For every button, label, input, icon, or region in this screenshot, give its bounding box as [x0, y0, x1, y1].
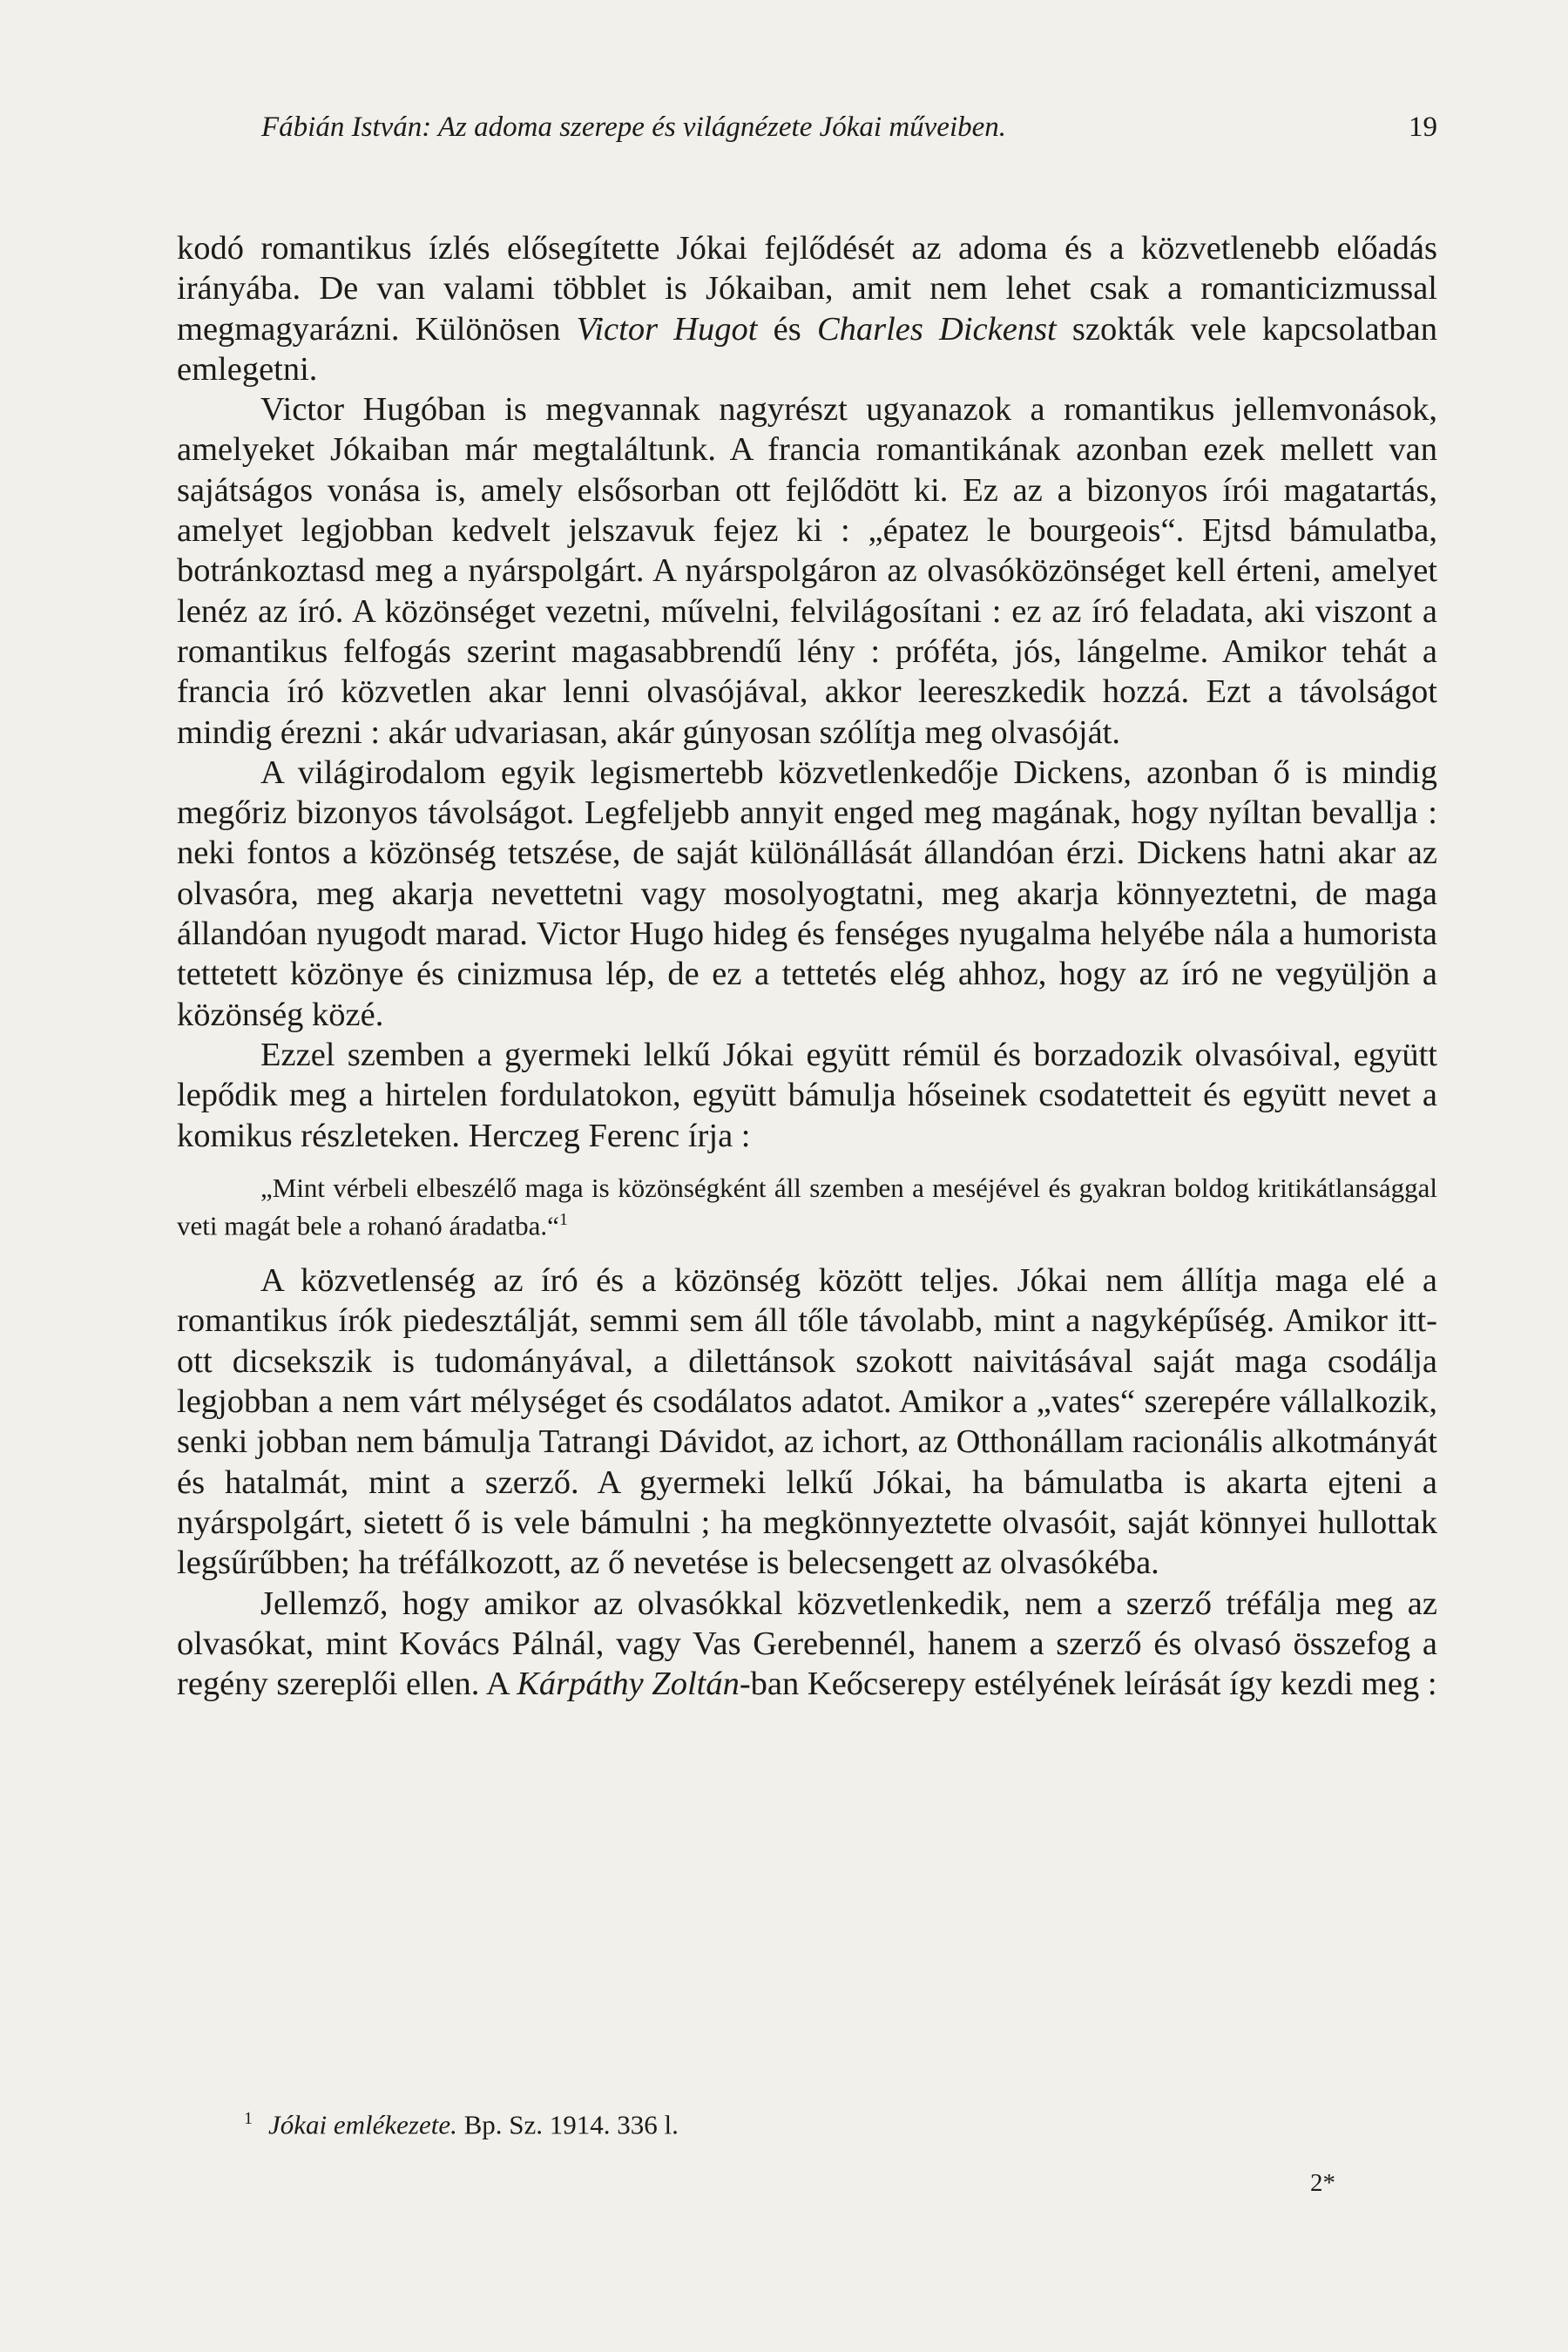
- paragraph-6: [177, 1584, 1437, 1705]
- footnote-title: Jókai emlékezete.: [268, 2109, 457, 2140]
- page-number: 19: [1409, 112, 1437, 143]
- text-run: Jellemző, hogy amikor az olvasókkal közvetlenkedik, nem a szerző tréfálja meg az olvasókat, mint Kovács Pálnál, vagy Vas Gerebennél, hanem a szerző és olvasó összefog a regény szereplői ellen. A: [177, 1585, 1437, 1703]
- paragraph-1: [177, 228, 1437, 389]
- paragraph-3: [177, 753, 1437, 1035]
- paragraph-2: [177, 389, 1437, 753]
- footnote-citation: Bp. Sz. 1914. 336 l.: [456, 2109, 679, 2140]
- text-run: szokták vele kapcsolatban emlegetni.: [177, 310, 1438, 388]
- footnote: [244, 2101, 1289, 2142]
- italic-run: Kárpáthy Zoltán: [517, 1666, 740, 1703]
- text-run: A közvetlenség az író és a közönség között teljes. Jókai nem állítja maga elé a romantikus írók piedesztálját, semmi sem áll tőle távolabb, mint a nagyképűség. Amikor itt-ott dicsekszik is tudományával, a dilettánsok szokott naivitásával saját maga csodálja legjobban a nem várt mélységet és csodálatos adatot. Amikor a „vates“ szerepére vállalkozik, senki jobban nem bámulja Tatrangi Dávidot, az ichort, az Otthonállam racionális alkotmányát és hatalmát, mint a szerző. A gyermeki lelkű Jókai, ha bámulatba is akarta ejteni a nyárspolgárt, sietett ő is vele bámulni ; ha megkönnyeztette olvasóit, saját könnyei hullottak legsűrűbben; ha tréfálkozott, az ő nevetése is belecsengett az olvasókéba.: [177, 1262, 1437, 1582]
- running-header: [261, 112, 1437, 150]
- text-run: kodó romantikus ízlés elősegítette Jókai fejlődését az adoma és a közvetlenebb előadás irányába. De van valami többlet is Jókaiban, amit nem lehet csak a romanticizmussal megmagyarázni. Különösen: [177, 230, 1437, 348]
- main-text: [177, 228, 1437, 1704]
- text-run: Ezzel szemben a gyermeki lelkű Jókai együtt rémül és borzadozik olvasóival, együtt lepődik meg a hirtelen fordulatokon, együtt bámulja hőseinek csodatetteit és együtt nevet a komikus részleteken. Herczeg Ferenc írja :: [177, 1036, 1437, 1154]
- block-quote: [177, 1172, 1437, 1241]
- quote-text: „Mint vérbeli elbeszélő maga is közönségként áll szemben a meséjével és gyakran boldog kritikátlansággal veti magát bele a rohanó áradatba.“: [177, 1172, 1437, 1241]
- paragraph-5: [177, 1260, 1437, 1583]
- italic-run: Victor Hugot: [576, 310, 758, 348]
- text-run: Victor Hugóban is megvannak nagyrészt ugyanazok a romantikus jellemvonások, amelyeket Jókaiban már megtaláltunk. A francia romantikának azonban ezek mellett van sajátságos vonása is, amely elsősorban ott fejlődött ki. Ez az a bizonyos írói magatartás, amelyet legjobban kedvelt jelszavuk fejez ki : „épatez le bourgeois“. Ejtsd bámulatba, botránkoztasd meg a nyárspolgárt. A nyárspolgáron az olvasóközönséget kell érteni, amelyet lenéz az író. A közönséget vezetni, művelni, felvilágosítani : ez az író feladata, aki viszont a romantikus felfogás szerint magasabbrendű lény : próféta, jós, lángelme. Amikor tehát a francia író közvetlen akar lenni olvasójával, akkor leereszkedik hozzá. Ezt a távolságot mindig érezni : akár udvariasan, akár gúnyosan szólítja meg olvasóját.: [177, 391, 1437, 751]
- text-run: -ban Keőcserepy estélyének leírását így kezdi meg :: [739, 1666, 1437, 1703]
- running-title: Fábián István: Az adoma szerepe és világnézete Jókai műveiben.: [261, 112, 1007, 143]
- quote-footnote-marker: 1: [558, 1209, 568, 1229]
- text-run: és: [757, 310, 817, 348]
- footnote-marker: 1: [244, 2109, 253, 2128]
- text-run: A világirodalom egyik legismertebb közvetlenkedője Dickens, azonban ő is mindig megőriz bizonyos távolságot. Legfeljebb annyit enged meg magának, hogy nyíltan bevallja : neki fontos a közönség tetszése, de saját különállását állandóan érzi. Dickens hatni akar az olvasóra, meg akarja nevettetni vagy mosolyogtatni, meg akarja könnyeztetni, de maga állandóan nyugodt marad. Victor Hugo hideg és fenséges nyugalma helyébe nála a humorista tettetett közönye és cinizmusa lép, de ez a tettetés elég ahhoz, hogy az író ne vegyüljön a közönség közé.: [177, 754, 1437, 1033]
- italic-run: Charles Dickenst: [816, 310, 1057, 348]
- paragraph-4: [177, 1035, 1437, 1156]
- signature-mark: 2*: [1310, 2169, 1335, 2197]
